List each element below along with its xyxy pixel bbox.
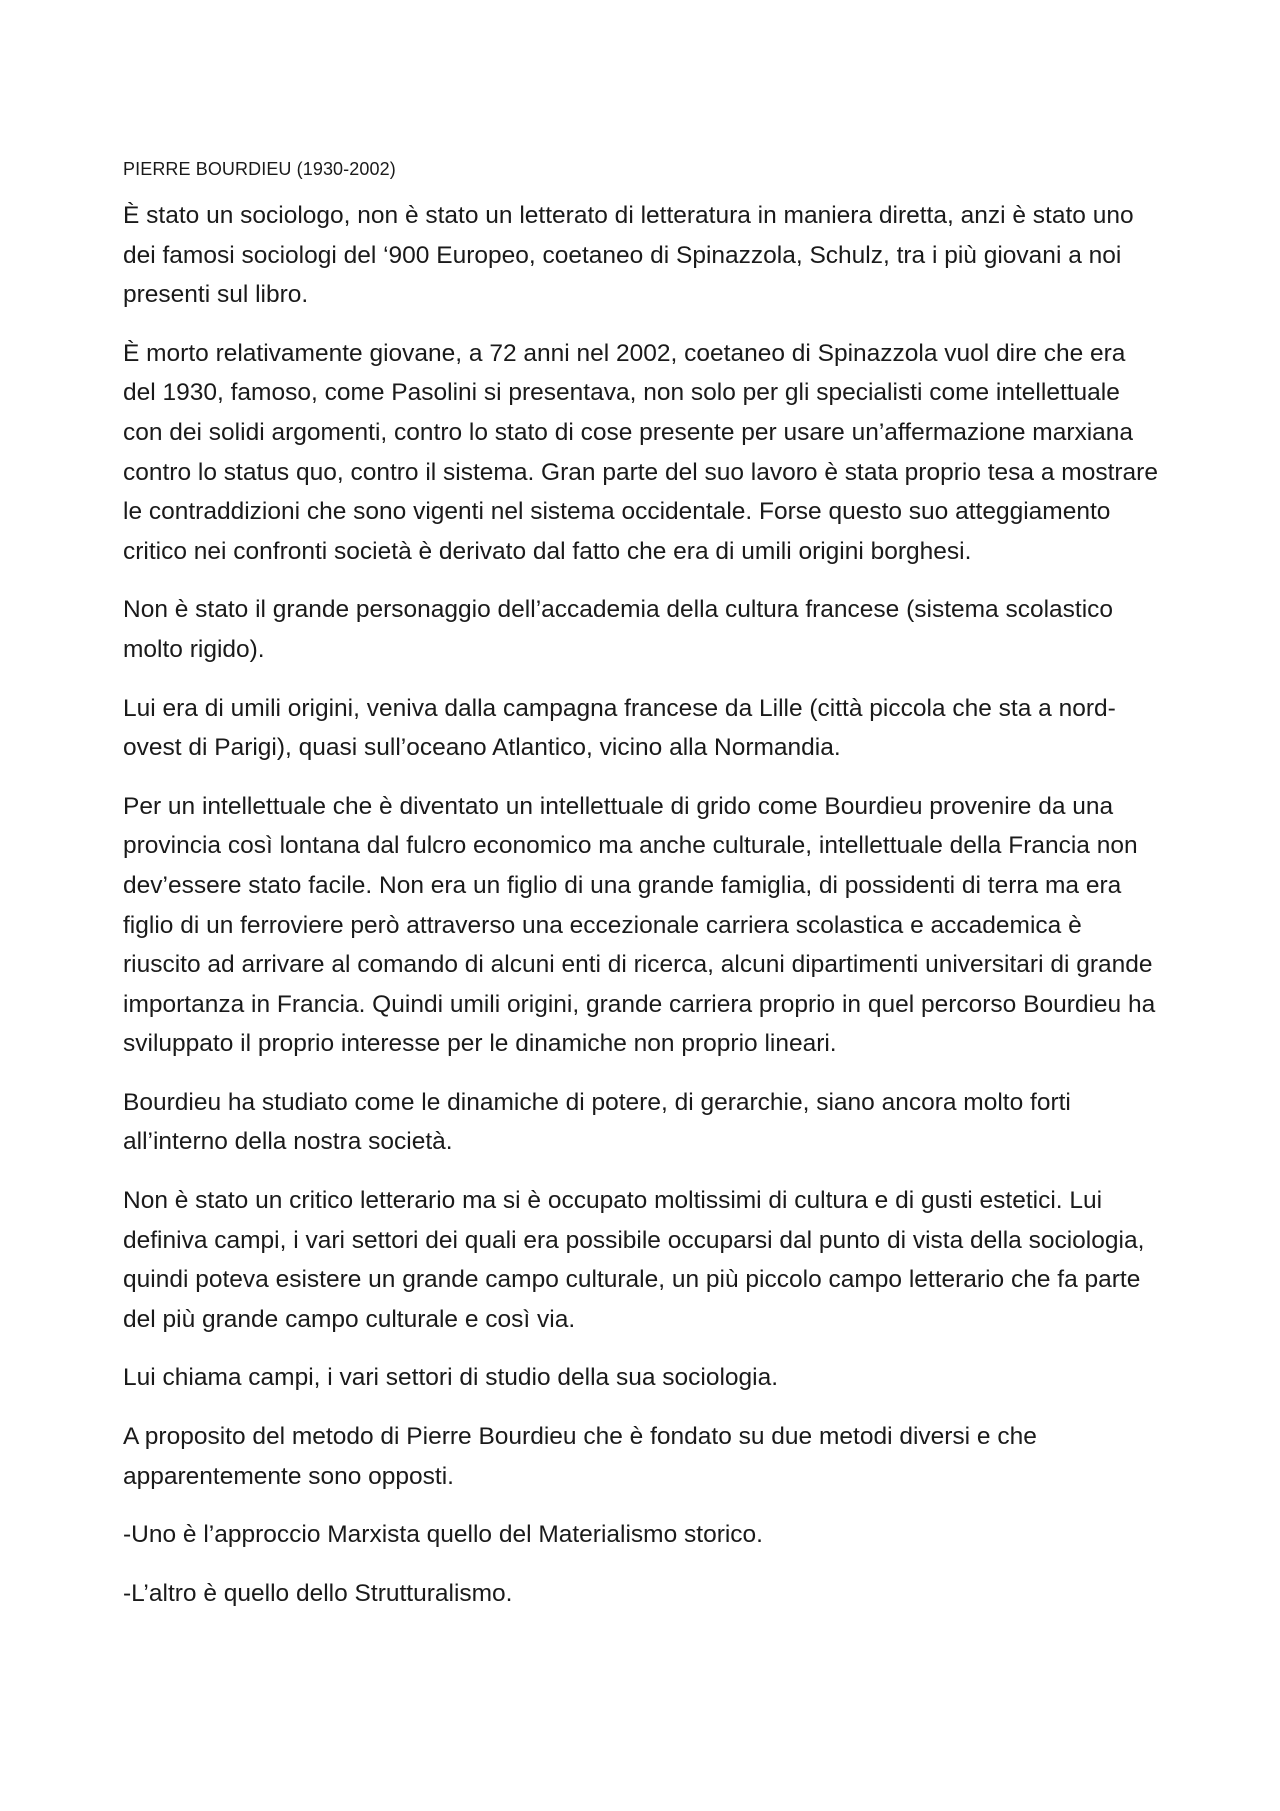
paragraph-10: -Uno è l’approccio Marxista quello del Materialismo storico. [123, 1521, 763, 1549]
paragraph-7: Non è stato un critico letterario ma si è occupato moltissimi di cultura e di gusti estetici. Lui definiva campi, i vari settori dei quali era possibile occuparsi dal punto di vista della sociologia, quindi poteva esistere un grande campo culturale, un più piccolo campo letterario che fa parte del più grande campo culturale e così via. [123, 1187, 1145, 1333]
paragraph-5: Per un intellettuale che è diventato un intellettuale di grido come Bourdieu provenire da una provincia così lontana dal fulcro economico ma anche culturale, intellettuale della Francia non dev’essere stato facile. Non era un figlio di una grande famiglia, di possidenti di terra ma era figlio di un ferroviere però attraverso una eccezionale carriera scolastica e accademica è riuscito ad arrivare al comando di alcuni enti di ricerca, alcuni dipartimenti universitari di grande importanza in Francia. Quindi umili origini, grande carriera proprio in quel percorso Bourdieu ha sviluppato il proprio interesse per le dinamiche non proprio lineari. [123, 792, 1156, 1058]
paragraph-2: È morto relativamente giovane, a 72 anni nel 2002, coetaneo di Spinazzola vuol dire che era del 1930, famoso, come Pasolini si presentava, non solo per gli specialisti come intellettuale con dei solidi argomenti, contro lo stato di cose presente per usare un’affermazione marxiana contro lo status quo, contro il sistema. Gran parte del suo lavoro è stata proprio tesa a mostrare le contraddizioni che sono vigenti nel sistema occidentale. Forse questo suo atteggiamento critico nei confronti società è derivato dal fatto che era di umili origini borghesi. [123, 339, 1158, 565]
paragraph-1: È stato un sociologo, non è stato un letterato di letteratura in maniera diretta, anzi è stato uno dei famosi sociologi del ‘900 Europeo, coetaneo di Spinazzola, Schulz, tra i più giovani a noi presenti sul libro. [123, 202, 1134, 309]
paragraph-11: -L’altro è quello dello Strutturalismo. [123, 1579, 513, 1607]
paragraph-6: Bourdieu ha studiato come le dinamiche di potere, di gerarchie, siano ancora molto forti all’interno della nostra società. [123, 1088, 1071, 1156]
paragraph-4: Lui era di umili origini, veniva dalla campagna francese da Lille (città piccola che sta a nord-ovest di Parigi), quasi sull’oceano Atlantico, vicino alla Normandia. [123, 694, 1116, 762]
document-title: PIERRE BOURDIEU (1930-2002) [123, 159, 396, 179]
paragraph-3: Non è stato il grande personaggio dell’accademia della cultura francese (sistema scolastico molto rigido). [123, 596, 1114, 663]
paragraph-9: A proposito del metodo di Pierre Bourdieu che è fondato su due metodi diversi e che apparentemente sono opposti. [123, 1423, 1037, 1490]
paragraph-8: Lui chiama campi, i vari settori di studio della sua sociologia. [123, 1364, 779, 1392]
